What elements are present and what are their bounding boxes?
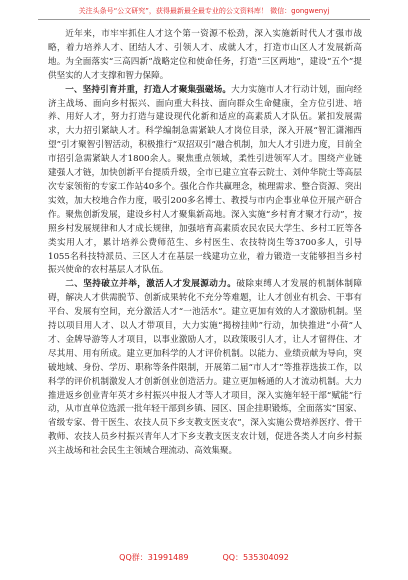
section-two-heading: 二、坚持破立并举，激活人才发展源动力。 bbox=[65, 279, 237, 290]
header-banner: 关注头条号“公文研究”，获得最新最全最专业的公文资料库！ 微信：gongwenyj bbox=[78, 7, 330, 15]
footer-contact bbox=[0, 552, 408, 564]
section-one-text: 大力实施市人才行动计划，面向经济主战场、面向乡村振兴、面向重大科技、面向群众生命健康，全方位引进、培养、用好人才，努力打造与建设现代化新和适应的高素质人才队伍。紧扣发展需求，大力招引紧缺人才。科学编制急需紧缺人才岗位目录，深入开展“智汇潇湘西望”引才聚智引智活动，积极推行“双招双引”融合机制，加大人才引进力度，目前全市招引急需紧缺人才1800余人。聚焦重点领域，柔性引进领军人才。围绕产业链建强人才链，加快创新平台提质升级，全市已建立宜春云院士、刘仲华院士等高层次专家领衔的专家工作站40多个。强化合作共赢理念，梳理需求、整合资源、突出实效，加大校地合作力度，吸引200多名博士、教授与市内企事业单位开展产研合作。聚焦创新发展，建设乡村人才聚集新高地。深入实施“乡村育才聚才行动”，按照乡村发展规律和人才成长规律，加强培育高素质农民农民大学生、乡村工匠等各类实用人才，累计培养公费师范生、乡村医生、农技特岗生等3700多人，引导1055名科技特派员、三区人才在基层一线建功立业，着力锻造一支能够担当乡村振兴使命的农村基层人才队伍。 bbox=[48, 84, 362, 276]
section-one-paragraph bbox=[48, 84, 362, 279]
section-two-paragraph bbox=[48, 278, 362, 459]
footer-qq-group: QQ群：31991489 bbox=[119, 553, 189, 562]
footer-qq-number: QQ：535304092 bbox=[222, 553, 289, 562]
section-two-text: 破除束缚人才发展的机制体制障碍，解决人才供需脱节、创新成果转化不充分等难题，让人才创业有机会、干事有平台、发展有空间，充分激活人才“一池活水”。建立更加有效的人才激励机制。坚持以项目用人才、以人才带项目，大力实施“揭榜挂帅”行动，加快推进“小荷”人才、金牌导游等人才项目，以事业激励人才，以政策吸引人才，让人才留得住、才尽其用、用有所成。建立更加科学的人才评价机制。以能力、业绩贡献为导向，突破地域、身份、学历、职称等条件限制，开展第二届“市人才”等推荐选拔工作，以科学的评价机制激发人才创新创业创造活力。建立更加畅通的人才流动机制。大力推进返乡创业青年英才乡村振兴申报人才等人才项目，深入实施年轻干部“赋能”行动，从市直单位选派一批年轻干部到乡镇、园区、国企挂职锻炼，全面落实“国家、省级专家、骨干医生、农技人员下乡支教支医支农”，深入实施公费培养医疗、骨干教师、农技人员乡村振兴青年人才下乡支教支医支农计划，促进各类人才向乡村振兴主战场和社会民生主领域合理流动、高效集聚。 bbox=[48, 279, 362, 457]
header-divider bbox=[38, 19, 370, 20]
intro-paragraph: 近年来，市牢牢抓住人才这个第一资源不松劲，深入实施新时代人才强市战略，着力培养人才、团结人才、引领人才、成就人才，打造市山区人才发展新高地。为全面落实“三高四新”战略定位和使命任务，打造“三区两地”，建设“五个”提供坚实的人才支撑和智力保障。 bbox=[48, 29, 362, 81]
document-body bbox=[48, 28, 362, 536]
section-one-heading: 一、坚持引育并重，打造人才聚集强磁场。 bbox=[65, 84, 232, 95]
